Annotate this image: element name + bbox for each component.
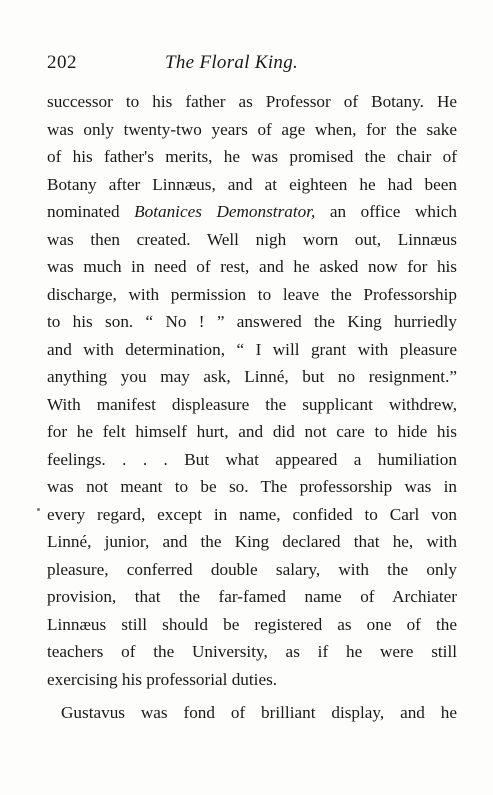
text-line: provision, that the far-famed name of Archiater (47, 587, 457, 606)
text-line: teachers of the University, as if he were still (47, 642, 457, 661)
text-line: exercising his professorial duties. (47, 669, 278, 689)
italic-term: Botanices Demonstrator, (134, 202, 316, 221)
text-line: Botany after Linnæus, and at eighteen he had been (47, 174, 457, 194)
body-text (47, 88, 457, 727)
text-line: discharge, with permission to leave the Professorship (47, 284, 457, 304)
text-line: to his son. “ No ! ” answered the King hurriedly (47, 312, 457, 331)
text-line: was not meant to be so. The professorship was in (47, 477, 457, 496)
ink-speck (37, 508, 40, 511)
page-number: 202 (47, 52, 77, 73)
text-line: every regard, except in name, confided to Carl von (47, 504, 457, 524)
text-line: and with determination, “ I will grant with pleasure (47, 339, 457, 359)
text-run: an office which (315, 202, 457, 221)
text-line: With manifest displeasure the supplicant withdrew, (47, 394, 457, 414)
text-line: feelings. . . . But what appeared a humiliation (47, 449, 457, 469)
text-line (47, 198, 457, 226)
page-header (47, 52, 457, 78)
text-line: was much in need of rest, and he asked now for his (47, 257, 457, 276)
text-line: of his father's merits, he was promised the chair of (47, 147, 457, 166)
text-line: anything you may ask, Linné, but no resignment.” (47, 367, 457, 386)
text-line: Gustavus was fond of brilliant display, and he (61, 703, 457, 722)
text-line: for he felt himself hurt, and did not care to hide his (47, 422, 457, 441)
text-line: Linnæus still should be registered as one of the (47, 614, 457, 634)
text-line: was only twenty-two years of age when, for the sake (47, 119, 457, 139)
text-line: Linné, junior, and the King declared that he, with (47, 532, 457, 551)
text-line: was then created. Well nigh worn out, Linnæus (47, 229, 457, 249)
text-run: nominated (47, 202, 135, 221)
running-title: The Floral King. (165, 52, 299, 73)
text-line: successor to his father as Professor of Botany. He (47, 92, 457, 111)
text-line: pleasure, conferred double salary, with the only (47, 559, 457, 579)
